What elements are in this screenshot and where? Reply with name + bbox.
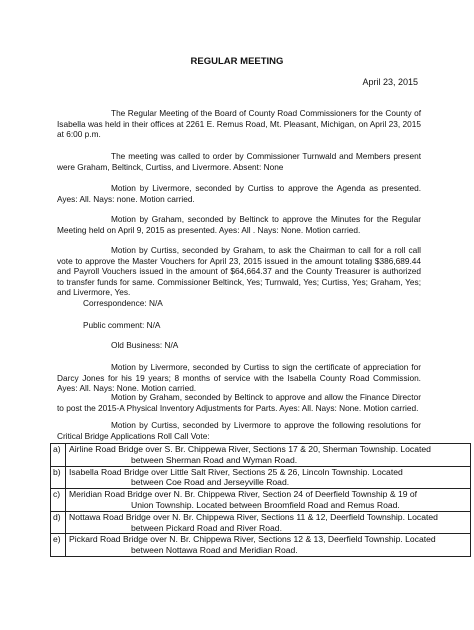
- table-row: [51, 511, 471, 534]
- row-letter: b): [51, 466, 66, 489]
- row-text: Isabella Road Bridge over Little Salt River, Sections 25 & 26, Lincoln Township. Located between Coe Road and Jerseyville Road.: [66, 466, 471, 489]
- table-row: [51, 444, 471, 467]
- table-row: [51, 466, 471, 489]
- paragraph-bridge-motion: Motion by Curtiss, seconded by Livermore to approve the following resolutions for Critical Bridge Applications Roll Call Vote:: [57, 420, 421, 441]
- row-letter: a): [51, 444, 66, 467]
- table-row: [51, 489, 471, 512]
- correspondence-line: Correspondence: N/A: [83, 298, 163, 308]
- row-text: Nottawa Road Bridge over N. Br. Chippewa River, Sections 11 & 12, Deerfield Township. Located between Pickard Road and River Road.: [66, 511, 471, 534]
- row-text: Pickard Road Bridge over N. Br. Chippewa River, Sections 12 & 13, Deerfield Township. Located between Nottawa Road and Meridian Road.: [66, 534, 471, 557]
- document-title: REGULAR MEETING: [190, 56, 284, 67]
- resolutions-table: [50, 443, 471, 557]
- paragraph-agenda-motion: Motion by Livermore, seconded by Curtiss to approve the Agenda as presented. Ayes: All. Nays: none. Motion carried.: [57, 183, 421, 204]
- paragraph-vouchers-motion: Motion by Curtiss, seconded by Graham, to ask the Chairman to call for a roll call vote to approve the Master Vouchers for April 23, 2015 issued in the amount totaling $386,689.44 and Payroll Vouchers issued in the amount of $64,664.37 and the County Treasurer is authorized to transfer funds for same. Commissioner Beltinck, Yes; Turnwald, Yes; Curtiss, Yes; Graham, Yes; and Livermore, Yes.: [57, 245, 421, 298]
- table-row: [51, 534, 471, 557]
- old-business-line: Old Business: N/A: [111, 340, 179, 350]
- row-letter: e): [51, 534, 66, 557]
- row-letter: d): [51, 511, 66, 534]
- paragraph-call-to-order: The meeting was called to order by Commissioner Turnwald and Members present were Graham, Beltinck, Curtiss, and Livermore. Absent: None: [57, 151, 421, 172]
- row-text: Airline Road Bridge over S. Br. Chippewa River, Sections 17 & 20, Sherman Township. Located between Sherman Road and Wyman Road.: [66, 444, 471, 467]
- meeting-date: April 23, 2015: [362, 77, 418, 87]
- paragraph-certificate-motion: Motion by Livermore, seconded by Curtiss to sign the certificate of appreciation for Darcy Jones for his 19 years; 8 months of service with the Isabella County Road Commission. Ayes: All. Nays: None. Motion carried.: [57, 362, 421, 394]
- row-letter: c): [51, 489, 66, 512]
- paragraph-minutes-motion: Motion by Graham, seconded by Beltinck to approve the Minutes for the Regular Meeting held on April 9, 2015 as presented. Ayes: All . Nays: None. Motion carried.: [57, 214, 421, 235]
- paragraph-opening: The Regular Meeting of the Board of County Road Commissioners for the County of Isabella was held in their offices at 2261 E. Remus Road, Mt. Pleasant, Michigan, on April 23, 2015 at 6:00 p.m.: [57, 108, 421, 140]
- paragraph-inventory-motion: Motion by Graham, seconded by Beltinck to approve and allow the Finance Director to post the 2015-A Physical Inventory Adjustments for Parts. Ayes: All. Nays: None. Motion carried.: [57, 392, 421, 413]
- row-text: Meridian Road Bridge over N. Br. Chippewa River, Section 24 of Deerfield Township & 19 of Union Township. Located between Broomfield Road and Remus Road.: [66, 489, 471, 512]
- public-comment-line: Public comment: N/A: [83, 320, 161, 330]
